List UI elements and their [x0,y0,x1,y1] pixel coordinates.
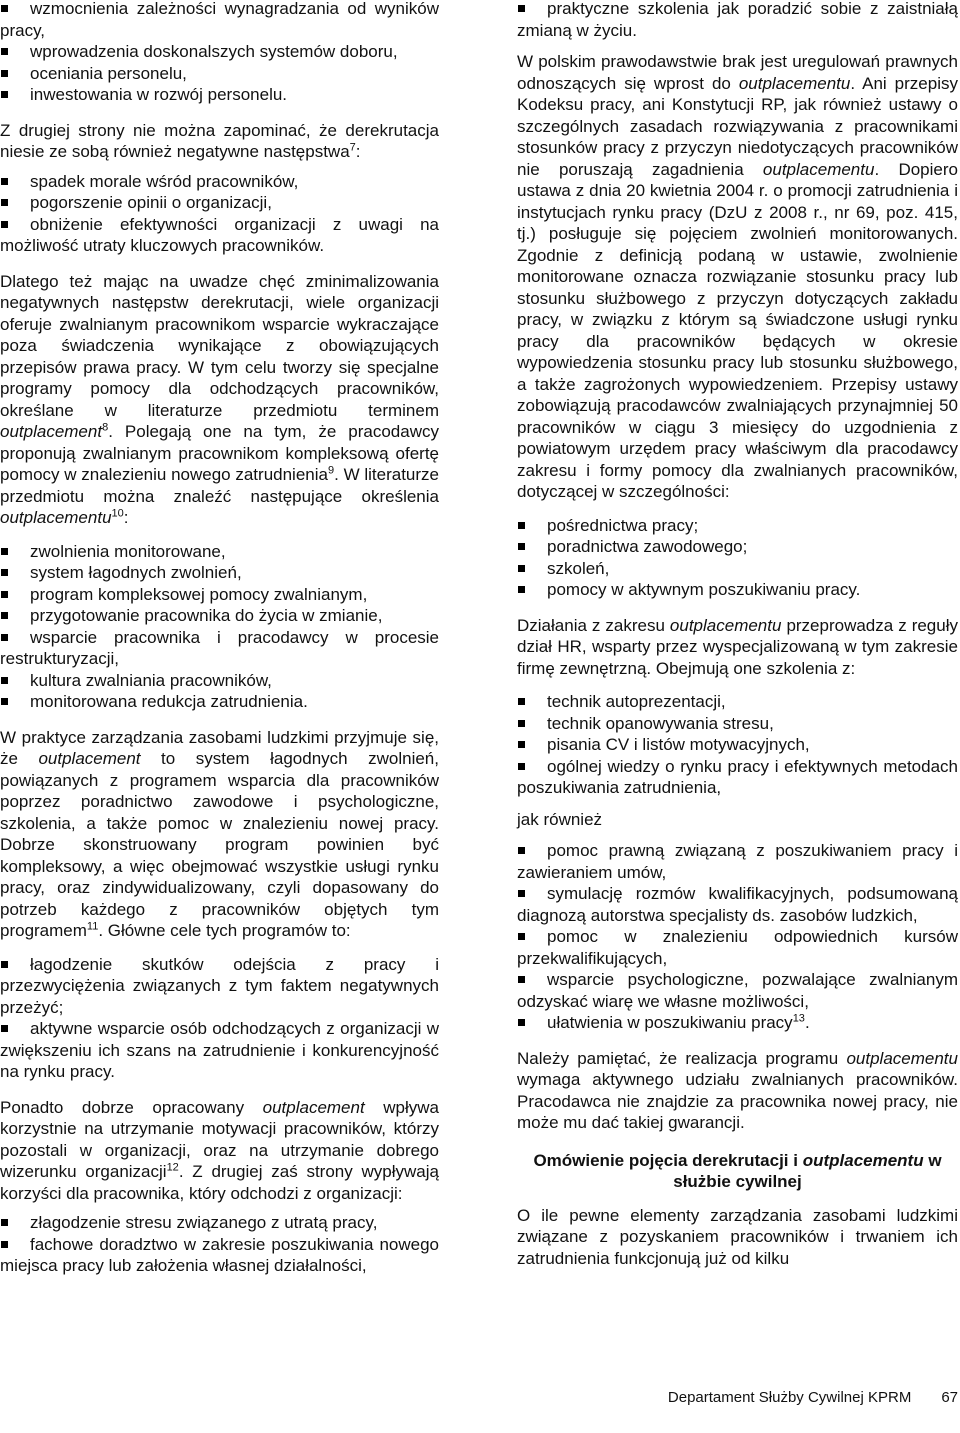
list-item: zwolnienia monitorowane, [0,541,439,563]
bullet-icon [1,961,8,968]
bullet-icon [1,1025,8,1032]
list-item: monitorowana redukcja zatrudnienia. [0,691,439,713]
bullet-icon [1,698,8,705]
list-item: wprowadzenia doskonalszych systemów doboru, [0,41,439,63]
list-item: złagodzenie stresu związanego z utratą pracy, [0,1212,439,1234]
list-item: pisania CV i listów motywacyjnych, [517,734,958,756]
page-footer [668,1388,958,1408]
benefits-list [0,1212,439,1277]
bullet-icon [518,5,525,12]
bullet-icon [1,569,8,576]
list-item: program kompleksowej pomocy zwalnianym, [0,584,439,606]
list-item: wsparcie psychologiczne, pozwalające zwalnianym odzyskać wiarę we własne możliwości, [517,970,958,1011]
bullet-icon [518,522,525,529]
bullet-icon [518,1019,525,1026]
list-item: spadek morale wśród pracowników, [0,171,439,193]
bullet-icon [518,976,525,983]
bullet-icon [1,1219,8,1226]
list-item: ogólnej wiedzy o rynku pracy i efektywnych metodach poszukiwania zatrudnienia, [517,756,958,797]
bullet-icon [1,1241,8,1248]
footnote-ref: 13 [792,1012,805,1025]
bullet-icon [1,199,8,206]
bullet-icon [518,933,525,940]
paragraph-participation: Należy pamiętać, że realizacja programu outplacementu wymaga aktywnego udziału zwalnianych pracowników. Pracodawca nie znajdzie za pracownika nowej pracy, nie może mu dać takiej gwarancji. [517,1048,958,1132]
top-list [517,0,958,41]
left-column [0,0,439,1277]
extra-list [517,840,958,1034]
bullet-icon [1,221,8,228]
negative-list [0,171,439,257]
bullet-icon [1,591,8,598]
footnote-ref: 10 [111,507,124,520]
bullet-icon [1,70,8,77]
paragraph-hr-actions: Działania z zakresu outplacementu przeprowadza z reguły dział HR, wsparty przez wyspecjalizowaną w tym zakresie firmę zewnętrzną. Obejmują one szkolenia z: [517,615,958,678]
list-item: technik autoprezentacji, [517,691,958,713]
footnote-ref: 11 [86,920,99,933]
paragraph-civil-service: O ile pewne elementy zarządzania zasobami ludzkimi związane z pozyskaniem pracowników i trwaniem ich zatrudnienia funkcjonują już od kilku [517,1205,958,1268]
footnote-ref: 7 [349,141,356,154]
bullet-icon [518,543,525,550]
list-item: wzmocnienia zależności wynagradzania od wyników pracy, [0,0,439,40]
intro-list [0,0,439,106]
list-item: poradnictwa zawodowego; [517,536,958,558]
paragraph-benefits: Ponadto dobrze opracowany outplacement wpływa korzystnie na utrzymanie motywacji pracowników, którzy pozostali w organizacji, oraz na utrzymanie dobrego wizerunku organizacji$^{12}$. Z drugiej zaś strony wypływają korzyści dla pracownika, który odchodzi z organizacji: [0,1097,439,1203]
bullet-icon [518,586,525,593]
goals-list [0,954,439,1083]
list-item: pomocy w aktywnym poszukiwaniu pracy. [517,579,958,601]
paragraph-outplacement-intro: Dlatego też mając na uwadze chęć zminimalizowania negatywnych następstw derekrutacji, wiele organizacji oferuje zwalnianym pracownikom wsparcie wykraczające poza świadczenia wynikające z obowiązujących przepisów prawa pracy. W tym celu tworzy się specjalne programy pomocy dla odchodzących pracowników, określane w literaturze przedmiotu terminem outplacement$^8$. Polegają one na tym, że pracodawcy proponują zwalnianym pracownikom kompleksową ofertę pomocy w znalezieniu nowego zatrudnienia$^9$. W literaturze przedmiotu można znaleźć następujące określenia outplacementu$^{10}$: [0,271,439,527]
list-item: praktyczne szkolenia jak poradzić sobie z zaistniałą zmianą w życiu. [517,0,958,40]
footnote-ref: 8 [102,421,109,434]
list-item: fachowe doradztwo w zakresie poszukiwania nowego miejsca pracy lub założenia własnej działalności, [0,1234,439,1275]
bullet-icon [1,548,8,555]
bullet-icon [1,634,8,641]
list-item: pogorszenie opinii o organizacji, [0,192,439,214]
list-item: obniżenie efektywności organizacji z uwagi na możliwość utraty kluczowych pracowników. [0,214,439,255]
paragraph-negative-consequences: Z drugiej strony nie można zapominać, że derekrutacja niesie ze sobą również negatywne następstwa$^7$: [0,120,439,161]
bullet-icon [1,91,8,98]
list-item: system łagodnych zwolnień, [0,562,439,584]
bullet-icon [1,48,8,55]
bullet-icon [518,720,525,727]
page-number: 67 [941,1389,958,1406]
list-item: łagodzenie skutków odejścia z pracy i przezwyciężenia związanych z tym faktem negatywnych przeżyć; [0,954,439,1017]
list-item: inwestowania w rozwój personelu. [0,84,439,106]
list-item: ułatwienia w poszukiwaniu pracy$^{13}$. [517,1012,958,1034]
footer-department: Departament Służby Cywilnej KPRM [667,1389,912,1406]
bullet-icon [1,5,8,12]
list-item: kultura zwalniania pracowników, [0,670,439,692]
bullet-icon [1,612,8,619]
bullet-icon [1,178,8,185]
list-item: aktywne wsparcie osób odchodzących z organizacji w zwiększeniu ich szans na zatrudnienie i konkurencyjność na rynku pracy. [0,1019,439,1081]
list-item: pomoc prawną związaną z poszukiwaniem pracy i zawieraniem umów, [517,841,958,882]
list-item: pomoc w znalezieniu odpowiednich kursów przekwalifikujących, [517,927,958,968]
training-list [517,691,958,799]
list-item: pośrednictwa pracy; [517,515,958,537]
footnote-ref: 9 [327,464,335,477]
paragraph-practice: W praktyce zarządzania zasobami ludzkimi przyjmuje się, że outplacement to system łagodnych zwolnień, powiązanych z programem wsparcia dla pracowników poprzez poradnictwo zawodowe i psychologiczne, szkolenia, a także pomoc w znalezieniu nowej pracy. Dobrze skonstruowany program powinien być kompleksowy, a więc obejmować wszystkie usługi rynku pracy, oraz zindywidualizowany, czyli dopasowany do potrzeb każdego z pracowników objętych tym programem$^{11}$. Główne cele tych programów to: [0,727,439,940]
list-item: symulację rozmów kwalifikacyjnych, podsumowaną diagnozą autorstwa specjalisty ds. zasobów ludzkich, [517,884,958,925]
bullet-icon [518,698,525,705]
bullet-icon [518,763,525,770]
paragraph-legislation: W polskim prawodawstwie brak jest uregulowań prawnych odnoszących się wprost do outplacementu. Ani przepisy Kodeksu pracy, ani Konstytucji RP, jak również ustawy o szczególnych zasadach rozwiązywania z pracownikami stosunków pracy z przyczyn niedotyczących pracowników nie poruszają zagadnienia outplacementu. Dopiero ustawa z dnia 20 kwietnia 2004 r. o promocji zatrudnienia i instytucjach rynku pracy (DzU z 2008 r., nr 69, poz. 415, tj.) posługuje się pojęciem zwolnień monitorowanych. Zgodnie z definicją podaną w ustawie, zwolnienie monitorowane oznacza rozwiązanie stosunku pracy lub stosunku służbowego z przyczyn dotyczących zakładu pracy, w związku z którym są świadczone usługi rynku pracy dla pracowników będących w okresie wypowiedzenia stosunku pracy lub stosunku służbowego, a także zagrożonych wypowiedzeniem. Przepisy ustawy zobowiązują pracodawców zwalniających przynajmniej 50 pracowników w ciągu 3 miesięcy do uzgodnienia z powiatowym urzędem pracy właściwym dla pracodawcy zakresu i formy pomocy dla zwalnianych pracowników, dotyczącej w szczególności: [517,52,958,501]
right-column [517,0,958,1269]
bullet-icon [518,741,525,748]
list-item: wsparcie pracownika i pracodawcy w procesie restrukturyzacji, [0,627,439,668]
list-item: technik opanowywania stresu, [517,713,958,735]
also-text: jak również [517,809,603,829]
list-item: przygotowanie pracownika do życia w zmianie, [0,605,439,627]
forms-list [0,541,439,713]
bullet-icon [518,565,525,572]
bullet-icon [518,847,525,854]
footnote-ref: 12 [166,1161,179,1174]
bullet-icon [518,890,525,897]
section-heading: Omówienie pojęcia derekrutacji i outplacementu w służbie cywilnej [533,1150,942,1191]
list-item: oceniania personelu, [0,63,439,85]
services-list [517,515,958,601]
bullet-icon [1,677,8,684]
list-item: szkoleń, [517,558,958,580]
